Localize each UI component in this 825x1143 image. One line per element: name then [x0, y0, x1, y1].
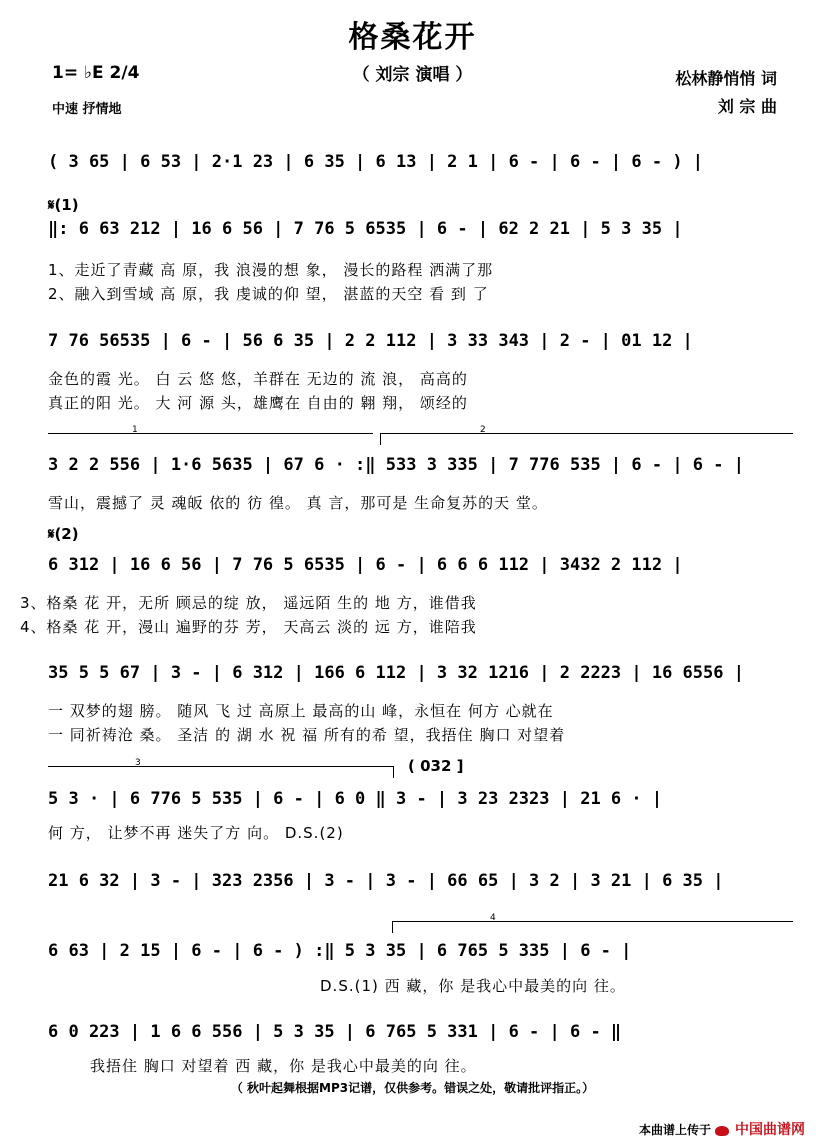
volta-bracket-2-start: [380, 433, 381, 445]
lyric-line: 1、走近了青藏 高 原，我 浪漫的想 象， 漫长的路程 洒满了那: [48, 261, 494, 279]
volta-bracket-3: [48, 766, 393, 767]
score-row-1: ( 3 65 | 6 53 | 2·1 23 | 6 35 | 6 13 | 2 1 | 6 - | 6 - | 6 - ) |: [48, 152, 704, 172]
score-row-10: 6 0 223 | 1 6 6 556 | 5 3 35 | 6 765 5 331 | 6 - | 6 - ‖: [48, 1022, 622, 1042]
volta-bracket-1: [48, 433, 373, 434]
lyric-line: 我捂住 胸口 对望着 西 藏，你 是我心中最美的向 往。: [90, 1057, 477, 1075]
lyric-line: 金色的霞 光。 白 云 悠 悠，羊群在 无边的 流 浪， 高高的: [48, 370, 468, 388]
key-signature: 1= ♭E 2/4: [52, 63, 140, 83]
footer: [639, 1119, 805, 1139]
lyric-line: 2、融入到雪域 高 原，我 虔诚的仰 望， 湛蓝的天空 看 到 了: [48, 285, 489, 303]
volta-label-2: 2: [480, 425, 486, 435]
lyric-line: 雪山，震撼了 灵 魂皈 依的 彷 徨。 真 言，那可是 生命复苏的天 堂。: [48, 494, 548, 512]
score-row-7: 5 3 · | 6 776 5 535 | 6 - | 6 0 ‖ 3 - | 3 23 2323 | 21 6 · |: [48, 789, 663, 809]
segno-1: 𝄋(1): [48, 196, 79, 214]
volta-label-4: 4: [490, 913, 496, 923]
composer-credit: 刘 宗 曲: [717, 97, 777, 116]
lyric-line: 何 方， 让梦不再 迷失了方 向。 D.S.(2): [48, 824, 344, 842]
lyric-line: 一 同祈祷沧 桑。 圣洁 的 湖 水 祝 福 所有的希 望，我捂住 胸口 对望着: [48, 726, 566, 744]
score-row-3: 7 76 56535 | 6 - | 56 6 35 | 2 2 112 | 3 33 343 | 2 - | 01 12 |: [48, 331, 693, 351]
volta-bracket-2: [380, 433, 793, 434]
volta-label-3: 3: [135, 758, 141, 768]
site-logo-icon: [715, 1126, 729, 1136]
lyric-line: 真正的阳 光。 大 河 源 头，雄鹰在 自由的 翱 翔， 颂经的: [48, 394, 468, 412]
lyricist-credit: 松林静悄悄 词: [675, 69, 777, 88]
lyric-line: 3、格桑 花 开，无所 顾忌的绽 放， 遥远陌 生的 地 方，谁借我: [20, 594, 477, 612]
score-row-8: 21 6 32 | 3 - | 323 2356 | 3 - | 3 - | 66 65 | 3 2 | 3 21 | 6 35 |: [48, 871, 724, 891]
footer-text: 本曲谱上传于: [638, 1123, 711, 1137]
song-title: 格桑花开: [348, 20, 477, 55]
segno-2: 𝄋(2): [48, 525, 79, 543]
score-row-6: 35 5 5 67 | 3 - | 6 312 | 166 6 112 | 3 32 1216 | 2 2223 | 16 6556 |: [48, 663, 744, 683]
volta-label-1: 1: [132, 425, 138, 435]
score-row-4: 3 2 2 556 | 1·6 5635 | 67 6 · :‖ 533 3 335 | 7 776 535 | 6 - | 6 - |: [48, 455, 744, 475]
lyric-line: 一 双梦的翅 膀。 随风 飞 过 高原上 最高的山 峰，永恒在 何方 心就在: [48, 702, 554, 720]
performer-credit: （ 刘宗 演唱 ）: [352, 65, 473, 85]
pickup-notes: ( 032 ]: [408, 757, 464, 775]
score-row-5: 6 312 | 16 6 56 | 7 76 5 6535 | 6 - | 6 6 6 112 | 3432 2 112 |: [48, 555, 683, 575]
score-row-9: 6 63 | 2 15 | 6 - | 6 - ) :‖ 5 3 35 | 6 765 5 335 | 6 - |: [48, 941, 632, 961]
volta-bracket-3-end: [393, 766, 394, 778]
lyric-line: D.S.(1) 西 藏，你 是我心中最美的向 往。: [320, 977, 626, 995]
lyric-line: 4、格桑 花 开，漫山 遍野的芬 芳， 天高云 淡的 远 方，谁陪我: [20, 618, 477, 636]
tempo-marking: 中速 抒情地: [52, 102, 122, 117]
volta-bracket-4-start: [392, 921, 393, 933]
volta-bracket-4: [392, 921, 793, 922]
transcriber-note: （ 秋叶起舞根据MP3记谱，仅供参考。错误之处，敬请批评指正。）: [230, 1081, 595, 1095]
score-row-2: ‖: 6 63 212 | 16 6 56 | 7 76 5 6535 | 6 - | 62 2 21 | 5 3 35 |: [48, 219, 683, 239]
footer-brand[interactable]: 中国曲谱网: [735, 1122, 805, 1138]
